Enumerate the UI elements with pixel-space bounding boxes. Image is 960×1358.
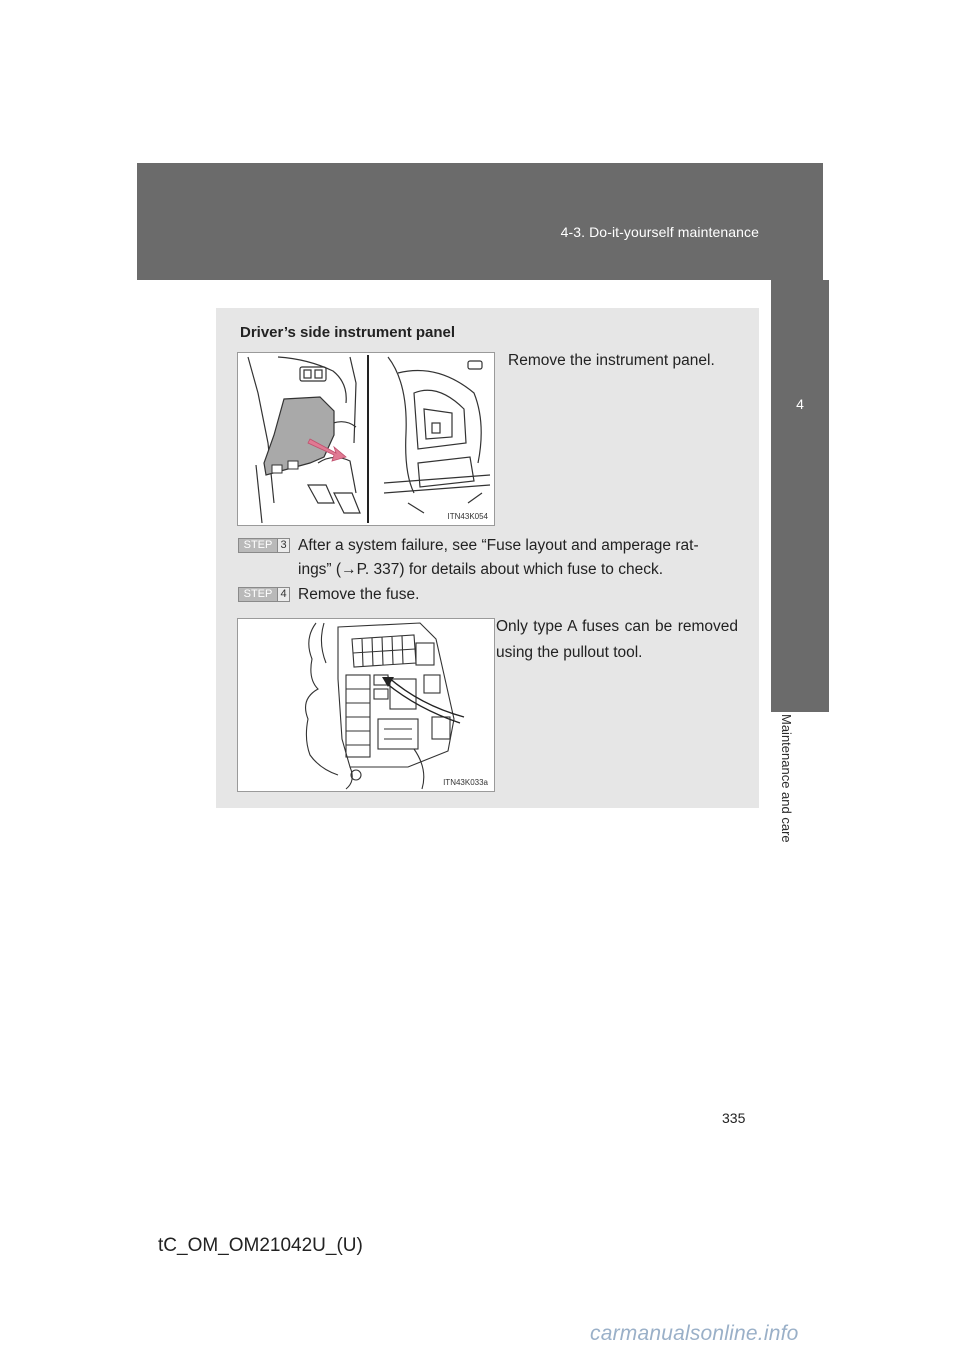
fuse-box-illustration	[237, 618, 495, 792]
step-3-text-line1: After a system failure, see “Fuse layout and amperage rat-	[298, 537, 699, 554]
instrument-panel-illustration	[237, 352, 495, 526]
step-label: STEP	[243, 588, 273, 600]
illustration-code: ITN43K033a	[443, 778, 488, 787]
step-3-text-line2: ings” (→P. 337) for details about which fuse to check.	[298, 561, 664, 578]
step-4-note: Only type A fuses can be removed using the pullout tool.	[496, 618, 738, 661]
step-3-badge	[238, 538, 290, 553]
step-label: STEP	[243, 539, 273, 551]
page-number: 335	[722, 1110, 746, 1126]
section-title: 4-3. Do-it-yourself maintenance	[560, 224, 759, 240]
step-4-text: Remove the fuse.	[298, 586, 420, 603]
content-box	[216, 308, 759, 808]
panel-shape	[264, 397, 334, 475]
step-number: 4	[277, 588, 289, 601]
panel-heading: Driver’s side instrument panel	[240, 324, 456, 341]
step2-caption: Remove the instrument panel.	[508, 352, 715, 369]
chapter-number: 4	[796, 396, 804, 412]
header-band	[137, 163, 823, 280]
instrument-panel-drawing	[238, 353, 494, 525]
document-code: tC_OM_OM21042U_(U)	[158, 1235, 363, 1256]
step-4-badge	[238, 587, 290, 602]
watermark[interactable]: carmanualsonline.info	[590, 1322, 799, 1345]
chapter-tab[interactable]	[771, 280, 829, 712]
chapter-label: Maintenance and care	[779, 714, 794, 843]
chapter-label-wrap	[772, 714, 800, 874]
fuse-box-drawing	[238, 619, 494, 791]
step-number: 3	[277, 539, 289, 552]
illustration-code: ITN43K054	[447, 512, 488, 521]
